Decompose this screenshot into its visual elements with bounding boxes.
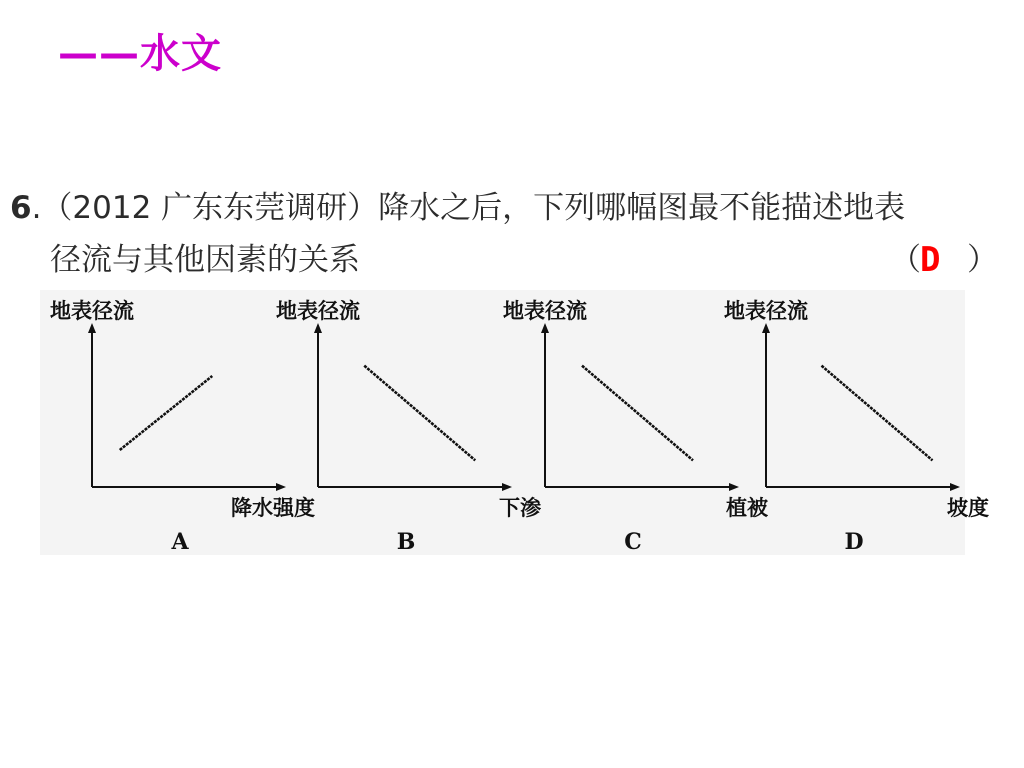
answer-bracket bbox=[890, 234, 1002, 286]
panel-label-b: B bbox=[396, 529, 416, 555]
xlabel-a: 降水强度 bbox=[231, 495, 315, 520]
ylabel-d: 地表径流 bbox=[724, 298, 808, 323]
paren-open: （ bbox=[890, 242, 921, 278]
question-line-2 bbox=[10, 234, 1010, 286]
x-arrow-b bbox=[502, 483, 512, 491]
ylabel-c: 地表径流 bbox=[503, 298, 587, 323]
y-arrow-a bbox=[88, 323, 96, 333]
series-line-a bbox=[120, 376, 213, 450]
y-arrow-d bbox=[762, 323, 770, 333]
question-text-2: 径流与其他因素的关系 bbox=[50, 242, 360, 278]
xlabel-c: 植被 bbox=[726, 495, 768, 520]
panel-label-d: D bbox=[844, 529, 864, 555]
xlabel-d: 坡度 bbox=[947, 495, 989, 520]
x-arrow-c bbox=[729, 483, 739, 491]
question bbox=[10, 182, 1010, 286]
panel-label-c: C bbox=[624, 529, 642, 555]
series-line-d bbox=[822, 366, 933, 461]
panel-label-a: A bbox=[171, 529, 189, 555]
ylabel-a: 地表径流 bbox=[50, 298, 134, 323]
answer-text: D bbox=[920, 240, 941, 280]
slide-title: ——水文 bbox=[58, 31, 222, 77]
question-text-1: .（2012 广东东莞调研）降水之后，下列哪幅图最不能描述地表 bbox=[31, 190, 906, 226]
y-arrow-b bbox=[314, 323, 322, 333]
x-arrow-d bbox=[950, 483, 960, 491]
y-arrow-c bbox=[541, 323, 549, 333]
question-line-1 bbox=[10, 182, 1010, 234]
series-line-c bbox=[582, 366, 693, 461]
paren-close: ） bbox=[967, 242, 998, 278]
series-line-b bbox=[364, 366, 475, 461]
x-arrow-a bbox=[276, 483, 286, 491]
charts-svg bbox=[40, 290, 989, 555]
xlabel-b: 下渗 bbox=[499, 495, 541, 520]
chart-figure bbox=[40, 290, 989, 555]
ylabel-b: 地表径流 bbox=[276, 298, 360, 323]
question-number: 6 bbox=[10, 190, 32, 226]
